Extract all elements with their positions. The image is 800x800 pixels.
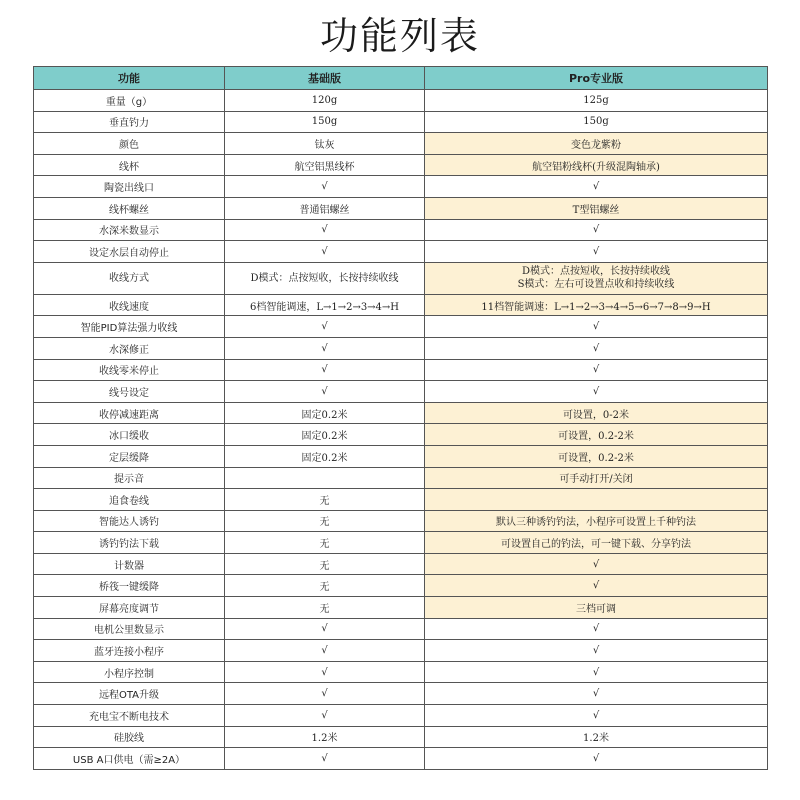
pro-value-cell — [425, 262, 768, 294]
table-row — [34, 640, 768, 662]
table-row — [34, 294, 768, 316]
page-title: 功能列表 — [319, 14, 480, 58]
basic-value-cell: 无 — [225, 532, 425, 554]
table-row — [34, 337, 768, 359]
feature-name-cell: 收停减速距离 — [34, 402, 225, 424]
table-row — [34, 381, 768, 403]
feature-name-cell: 重量（g） — [34, 90, 225, 112]
basic-value-cell: 6档智能调速，L→1→2→3→4→H — [225, 294, 425, 316]
pro-value-cell: √ — [425, 640, 768, 662]
basic-value-cell — [225, 467, 425, 489]
pro-value-cell: √ — [425, 316, 768, 338]
feature-name-cell: 追食卷线 — [34, 489, 225, 511]
basic-value-cell: √ — [225, 748, 425, 770]
feature-name-cell: 冰口缓收 — [34, 424, 225, 446]
basic-value-cell: 普通铝螺丝 — [225, 197, 425, 219]
basic-value-cell: 无 — [225, 575, 425, 597]
basic-value-cell: 固定0.2米 — [225, 424, 425, 446]
basic-value-cell: √ — [225, 359, 425, 381]
pro-value-line: D模式：点按短收，长按持续收线 — [521, 266, 671, 278]
table-row — [34, 90, 768, 112]
basic-value-cell: 航空铝黑线杯 — [225, 154, 425, 176]
pro-value-cell: √ — [425, 618, 768, 640]
pro-value-cell: 可设置，0-2米 — [425, 402, 768, 424]
basic-value-cell: √ — [225, 381, 425, 403]
table-row — [34, 597, 768, 619]
table-row — [34, 154, 768, 176]
feature-name-cell: 线杯螺丝 — [34, 197, 225, 219]
table-row — [34, 424, 768, 446]
feature-name-cell: 硅胶线 — [34, 726, 225, 748]
table-row — [34, 510, 768, 532]
pro-value-cell — [425, 489, 768, 511]
table-row — [34, 133, 768, 155]
feature-name-cell: 小程序控制 — [34, 661, 225, 683]
feature-name-cell: 水深修正 — [34, 337, 225, 359]
pro-value-cell: √ — [425, 661, 768, 683]
feature-name-cell: 蓝牙连接小程序 — [34, 640, 225, 662]
pro-value-cell: 125g — [425, 90, 768, 112]
pro-value-cell: √ — [425, 575, 768, 597]
table-row — [34, 683, 768, 705]
basic-value-cell: D模式：点按短收，长按持续收线 — [225, 262, 425, 294]
pro-value-cell: √ — [425, 705, 768, 727]
basic-value-cell: √ — [225, 176, 425, 198]
table-row — [34, 748, 768, 770]
table-row — [34, 316, 768, 338]
feature-name-cell: 线杯 — [34, 154, 225, 176]
basic-value-cell: 钛灰 — [225, 133, 425, 155]
basic-value-cell: 固定0.2米 — [225, 402, 425, 424]
pro-value-cell: √ — [425, 337, 768, 359]
table-row — [34, 197, 768, 219]
feature-name-cell: 收线速度 — [34, 294, 225, 316]
pro-value-cell: 可设置，0.2-2米 — [425, 424, 768, 446]
feature-name-cell: 计数器 — [34, 553, 225, 575]
pro-value-cell: 可设置，0.2-2米 — [425, 445, 768, 467]
table-row — [34, 359, 768, 381]
basic-value-cell: √ — [225, 316, 425, 338]
basic-value-cell: 无 — [225, 553, 425, 575]
table-header-row — [34, 67, 768, 90]
pro-value-cell: 三档可调 — [425, 597, 768, 619]
pro-value-cell: 可手动打开/关闭 — [425, 467, 768, 489]
feature-name-cell: 智能PID算法强力收线 — [34, 316, 225, 338]
feature-name-cell: 智能达人诱钓 — [34, 510, 225, 532]
pro-value-cell: 默认三种诱钓钓法，小程序可设置上千种钓法 — [425, 510, 768, 532]
table-row — [34, 219, 768, 241]
table-row — [34, 111, 768, 133]
basic-value-cell: 150g — [225, 111, 425, 133]
header-pro: Pro专业版 — [425, 67, 768, 90]
basic-value-cell: 无 — [225, 597, 425, 619]
basic-value-cell: √ — [225, 640, 425, 662]
feature-name-cell: 陶瓷出线口 — [34, 176, 225, 198]
pro-value-cell: √ — [425, 241, 768, 263]
pro-value-cell: 1.2米 — [425, 726, 768, 748]
pro-value-cell: √ — [425, 176, 768, 198]
pro-value-cell: T型铝螺丝 — [425, 197, 768, 219]
feature-name-cell: 水深米数显示 — [34, 219, 225, 241]
basic-value-cell: √ — [225, 661, 425, 683]
basic-value-cell: 固定0.2米 — [225, 445, 425, 467]
header-feature: 功能 — [34, 67, 225, 90]
feature-name-cell: 桥筏一键缓降 — [34, 575, 225, 597]
pro-value-cell: √ — [425, 359, 768, 381]
basic-value-cell: 无 — [225, 489, 425, 511]
pro-value-cell: √ — [425, 219, 768, 241]
table-row — [34, 241, 768, 263]
basic-value-cell: 1.2米 — [225, 726, 425, 748]
table-row — [34, 575, 768, 597]
pro-value-cell: 可设置自己的钓法，可一键下载、分享钓法 — [425, 532, 768, 554]
table-row — [34, 705, 768, 727]
feature-comparison-table — [33, 66, 768, 770]
table-row — [34, 661, 768, 683]
table-row — [34, 402, 768, 424]
basic-value-cell: √ — [225, 219, 425, 241]
feature-name-cell: 提示音 — [34, 467, 225, 489]
feature-name-cell: 远程OTA升级 — [34, 683, 225, 705]
feature-name-cell: 垂直钓力 — [34, 111, 225, 133]
pro-value-cell: 航空铝粉线杯(升级混陶轴承) — [425, 154, 768, 176]
table-row — [34, 445, 768, 467]
feature-name-cell: 诱钓钓法下载 — [34, 532, 225, 554]
table-row — [34, 726, 768, 748]
table-row — [34, 618, 768, 640]
table-row — [34, 262, 768, 294]
basic-value-cell: √ — [225, 683, 425, 705]
feature-name-cell: 线号设定 — [34, 381, 225, 403]
feature-name-cell: 定层缓降 — [34, 445, 225, 467]
pro-value-cell: √ — [425, 748, 768, 770]
table-row — [34, 176, 768, 198]
pro-value-cell: 11档智能调速：L→1→2→3→4→5→6→7→8→9→H — [425, 294, 768, 316]
feature-name-cell: 电机公里数显示 — [34, 618, 225, 640]
feature-name-cell: 收线方式 — [34, 262, 225, 294]
feature-name-cell: 充电宝不断电技术 — [34, 705, 225, 727]
feature-name-cell: USB A口供电（需≥2A） — [34, 748, 225, 770]
header-basic: 基础版 — [225, 67, 425, 90]
feature-name-cell: 颜色 — [34, 133, 225, 155]
table-row — [34, 553, 768, 575]
pro-value-line: S模式：左右可设置点收和持续收线 — [517, 279, 675, 291]
basic-value-cell: √ — [225, 705, 425, 727]
table-row — [34, 489, 768, 511]
feature-name-cell: 收线零米停止 — [34, 359, 225, 381]
table-row — [34, 467, 768, 489]
basic-value-cell: √ — [225, 241, 425, 263]
feature-name-cell: 设定水层自动停止 — [34, 241, 225, 263]
basic-value-cell: √ — [225, 337, 425, 359]
pro-value-cell: √ — [425, 381, 768, 403]
pro-value-cell: √ — [425, 553, 768, 575]
pro-value-cell: 150g — [425, 111, 768, 133]
table-row — [34, 532, 768, 554]
basic-value-cell: 120g — [225, 90, 425, 112]
basic-value-cell: 无 — [225, 510, 425, 532]
feature-name-cell: 屏幕亮度调节 — [34, 597, 225, 619]
basic-value-cell: √ — [225, 618, 425, 640]
pro-value-cell: 变色龙紫粉 — [425, 133, 768, 155]
pro-value-cell: √ — [425, 683, 768, 705]
